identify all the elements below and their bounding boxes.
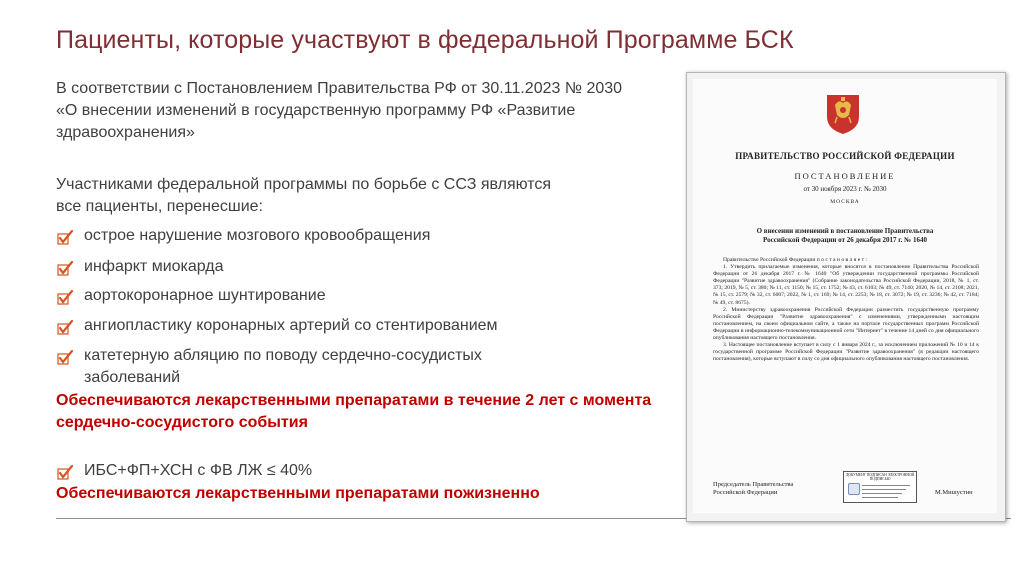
intro-line: В соответствии с Постановлением Правительства РФ от 30.11.2023 № 2030 <box>56 80 623 97</box>
list-item-label: инфаркт миокарда <box>84 258 224 275</box>
document-paragraph: 3. Настоящее постановление вступает в силу с 1 января 2024 г., за исключением приложений № 10 и 14 к государственной программе Российской Федерации "Развитие здравоохранения" (в редакции настоящего постановления), которые вступают в силу со дня официального опубликования настоящего постановления. <box>713 342 979 363</box>
document-body <box>713 257 979 363</box>
document-paragraph: 2. Министерству здравоохранения Российской Федерации разместить государственную программу Российской Федерации "Развитие здравоохранения" с изменениями, утвержденными настоящим постановлением, на своем официальном сайте, а также на портале государственных программ Российской Федерации в информационно-телекоммуникационной сети "Интернет" в течение 14 дней со дня официального опубликования настоящего постановления. <box>713 306 979 342</box>
list-item-label: катетерную абляцию по поводу сердечно-сосудистых <box>84 347 482 364</box>
document-signer-line: Председатель Правительства <box>713 481 794 488</box>
checkbox-check-icon <box>56 318 78 336</box>
document-signer-name: М.Мишустин <box>935 489 973 496</box>
document-government: ПРАВИТЕЛЬСТВО РОССИЙСКОЙ ФЕДЕРАЦИИ <box>735 151 955 161</box>
document-image <box>686 72 1006 522</box>
document-page <box>693 79 997 513</box>
list-item-label: аортокоронарное шунтирование <box>84 287 326 304</box>
document-city: МОСКВА <box>830 199 860 205</box>
lead-line: все пациенты, перенесшие: <box>56 198 263 215</box>
checkbox-check-icon <box>56 259 78 277</box>
stamp-text: ДОКУМЕНТ ПОДПИСАН ЭЛЕКТРОННОЙ ПОДПИСЬЮ <box>845 473 915 481</box>
document-preamble: Правительство Российской Федерации п о с т а н о в л я е т : <box>723 257 867 263</box>
lead-line: Участниками федеральной программы по борьбе с ССЗ являются <box>56 176 552 193</box>
list-item-label: ИБС+ФП+ХСН с ФВ ЛЖ ≤ 40% <box>84 462 313 479</box>
document-heading-line: О внесении изменений в постановление Правительства <box>756 227 934 235</box>
highlight-text: сердечно-сосудистого события <box>56 414 308 431</box>
checkbox-check-icon <box>56 228 78 246</box>
document-heading-line: Российской Федерации от 26 декабря 2017 г. № 1640 <box>763 236 927 244</box>
lead-text <box>56 174 551 218</box>
document-paragraph: 1. Утвердить прилагаемые изменения, которые вносятся в постановление Правительства Российской Федерации от 26 декабря 2017 г. № 1640 "Об утверждении государственной программы Российской Федерации "Развитие здравоохранения" (Собрание законодательства Российской Федерации, 2018, № 1, ст. 373; 2019, № 5, ст. 380; № 11, ст. 1150; № 15, ст. 1752; № 43, ст. 6103; № 49, ст. 7140; 2020, № 14, ст. 2108; 2021, № 15, ст. 2579; № 32, ст. 6007; 2022, № 1, ст. 169; № 14, ст. 2253; № 18, ст. 3072; № 19, ст. 3236; № 42, ст. 7184; № 49, ст. 8675). <box>713 264 979 306</box>
electronic-signature-stamp <box>843 471 917 503</box>
list-item-label: острое нарушение мозгового кровообращения <box>84 227 431 244</box>
seal-icon <box>848 483 860 495</box>
stamp-line <box>862 485 910 486</box>
document-signer-line: Российской Федерации <box>713 489 778 496</box>
document-date: от 30 ноября 2023 г. № 2030 <box>803 185 887 193</box>
list-item-label: ангиопластику коронарных артерий со стентированием <box>84 317 498 334</box>
page-title: Пациенты, которые участвуют в федеральной Программе БСК <box>56 26 794 54</box>
document-heading <box>733 227 957 245</box>
highlight-text: Обеспечиваются лекарственными препаратами пожизненно <box>56 485 540 502</box>
intro-line: здравоохранения» <box>56 124 195 141</box>
checkbox-check-icon <box>56 463 78 481</box>
intro-text <box>56 78 676 144</box>
document-signer <box>713 481 793 497</box>
highlight-text: Обеспечиваются лекарственными препаратами в течение 2 лет с момента <box>56 392 652 409</box>
document-type: ПОСТАНОВЛЕНИЕ <box>794 171 896 181</box>
stamp-line <box>862 489 906 490</box>
checkbox-check-icon <box>56 348 78 366</box>
stamp-line <box>862 493 902 494</box>
checkbox-check-icon <box>56 288 78 306</box>
stamp-line <box>862 497 898 498</box>
intro-line: «О внесении изменений в государственную программу РФ «Развитие <box>56 102 576 119</box>
russia-coat-of-arms-icon <box>823 91 863 135</box>
list-item-label: заболеваний <box>84 369 181 386</box>
